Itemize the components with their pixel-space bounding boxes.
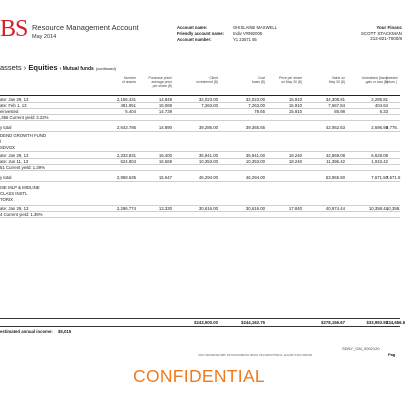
heading-equities: Equities <box>28 63 58 72</box>
cell-shares: 2,333.831 <box>116 153 136 158</box>
row-divider <box>0 102 400 103</box>
heading-continued: (continued) <box>95 66 116 71</box>
cell-value: 11,396.42 <box>326 159 345 164</box>
row-label: ,356 Current yield: 3.22% <box>0 115 49 120</box>
cell-pps: 18.240 <box>288 159 302 164</box>
total-cost-basis: $244,162.75 <box>241 320 265 325</box>
cell-value: 53,965.50 <box>325 175 345 180</box>
row-label: 4 Current yield: 1.39% <box>0 212 43 217</box>
cell-shares: 2,958.635 <box>116 175 136 180</box>
total-unrealized: $33,993.92 <box>366 320 388 325</box>
cell-value: 34,308.81 <box>325 97 345 102</box>
cell-shares: 2,643.786 <box>116 125 136 130</box>
cell-shares: 2,156.431 <box>116 97 136 102</box>
cell-price: 16.569 <box>158 159 172 164</box>
row-divider <box>0 114 400 115</box>
cell-cost: 7,263.00 <box>248 103 265 108</box>
cell-cost: 32,023.00 <box>245 97 265 102</box>
cell-gain: 404.84 <box>374 103 388 108</box>
cell-client: 10,353.00 <box>198 159 218 164</box>
row-divider <box>0 217 400 218</box>
row-divider <box>0 211 400 212</box>
totals-bottom-rule <box>0 326 400 327</box>
cell-return: 10,358. <box>386 206 401 211</box>
account-number-value: Y1 23571 55 <box>233 37 257 42</box>
row-label: einvested <box>0 109 19 114</box>
row-label: ISE MLP & MIDLINE <box>0 185 40 190</box>
row-divider <box>0 131 400 132</box>
section-heading: assets › Equities › Mutual funds (continued) <box>0 63 116 72</box>
statement-title: Resource Management Account <box>32 23 139 32</box>
cell-price: 15.400 <box>158 153 172 158</box>
col-header-unrealized: Unrealized (loss)/ gain or loss ($) <box>361 76 388 85</box>
row-divider <box>0 158 400 159</box>
row-divider <box>0 181 400 182</box>
row-divider <box>0 151 400 152</box>
fa-phone: 212-821-7000/8 <box>370 36 402 42</box>
cell-shares: 5.404 <box>125 109 136 114</box>
document-id: SDNY_GM_0002120 <box>342 346 380 351</box>
row-label: l <box>0 139 1 144</box>
cell-shares: 624.804 <box>120 159 136 164</box>
row-label: ate: Jun 11, 13 <box>0 159 29 164</box>
row-label: DEND GROWTH FUND <box>0 133 47 138</box>
cell-price: 15.069 <box>158 103 172 108</box>
cell-price: 14.739 <box>158 109 172 114</box>
row-divider <box>0 205 400 206</box>
cell-gain: 10,358.44 <box>368 206 388 211</box>
cell-price: 13.330 <box>158 206 172 211</box>
cell-cost: 46,294.00 <box>245 175 265 180</box>
cell-client: 35,941.00 <box>198 153 218 158</box>
row-divider <box>0 120 400 121</box>
col-header-cost-basis: Cost basis ($) <box>251 76 265 85</box>
footer-barcode-text: CNF7000000001985 NF70001980246 00004 05143050750041 11220571350 000000 <box>198 353 313 357</box>
company-logo: BS <box>0 16 28 42</box>
cell-price: 14.890 <box>158 125 172 130</box>
row-divider <box>0 108 400 109</box>
cell-value: 85.98 <box>334 109 345 114</box>
cell-value: 42,569.08 <box>325 153 345 158</box>
cell-return: 7,671.5 <box>386 175 401 180</box>
cell-gain: 6.33 <box>379 109 388 114</box>
col-header-price-per-share: Price per share on May 30 ($) <box>279 76 302 85</box>
row-label: TORIX <box>0 197 14 202</box>
cell-pps: 15.910 <box>288 97 302 102</box>
col-header-purchase-price: Purchase price/ average price per share ($) <box>148 76 172 89</box>
cell-value: 40,974.44 <box>325 206 345 211</box>
heading-mutual-funds: Mutual funds <box>62 66 94 72</box>
cell-gain: 7,671.50 <box>371 175 388 180</box>
cell-gain: 6,628.08 <box>371 153 388 158</box>
financial-advisor-block <box>361 25 402 42</box>
row-label: CLASS INSTL <box>0 191 28 196</box>
cell-return: 2,776. <box>386 125 398 130</box>
cell-shares: 481.951 <box>120 103 136 108</box>
row-label: ate: Feb 1, 13 <box>0 103 27 108</box>
friendly-name-label: Friendly account name: <box>177 31 225 36</box>
cell-cost: 30,616.00 <box>245 206 265 211</box>
account-number-label: Account number: <box>177 37 212 42</box>
cell-gain: 2,285.81 <box>371 97 388 102</box>
row-label: y total <box>0 125 12 130</box>
fa-name: SCOTT STACKMAN <box>360 30 402 36</box>
cell-client: 39,286.00 <box>198 125 218 130</box>
row-divider <box>0 164 400 165</box>
income-label: estimated annual income: <box>0 329 53 334</box>
row-label: 51 Current yield: 1.39% <box>0 165 45 170</box>
cell-pps: 17.840 <box>288 206 302 211</box>
account-name-value: GHISLAINE MAXWELL <box>233 25 277 30</box>
total-return: $34,656.6 <box>386 320 405 325</box>
row-label: ate: Jan 29, 13 <box>0 206 29 211</box>
cell-price: 14.849 <box>158 97 172 102</box>
col-header-shares: Number of shares <box>122 76 136 85</box>
header-rule <box>0 95 400 96</box>
col-header-value: Value on May 30 ($) <box>328 76 345 85</box>
row-divider <box>0 170 400 171</box>
cell-client: 7,263.00 <box>201 103 218 108</box>
row-label: SDVGX <box>0 145 16 150</box>
cell-cost: 35,941.00 <box>245 153 265 158</box>
friendly-name-value: Indiv V#992006 <box>233 31 263 36</box>
cell-client: 30,616.00 <box>198 206 218 211</box>
total-client-investment: $243,500.00 <box>194 320 218 325</box>
cell-cost: 10,353.00 <box>245 159 265 164</box>
cell-client: 46,294.00 <box>198 175 218 180</box>
cell-shares: 2,296.774 <box>116 206 136 211</box>
cell-price: 15.647 <box>158 175 172 180</box>
heading-assets: assets <box>0 63 22 72</box>
confidential-stamp: CONFIDENTIAL <box>133 366 265 386</box>
cell-pps: 15.910 <box>288 103 302 108</box>
page-label: Pag <box>388 352 396 357</box>
account-name-label: Account name: <box>177 25 208 30</box>
cell-client: 32,023.00 <box>198 97 218 102</box>
cell-gain: 2,696.98 <box>371 125 388 130</box>
statement-period: May 2014 <box>32 34 57 40</box>
col-header-return: Investm return ( <box>386 76 398 85</box>
cell-cost: 39,365.65 <box>245 125 265 130</box>
row-label: ate: Jan 29, 13 <box>0 97 29 102</box>
cell-gain: 1,043.42 <box>371 159 388 164</box>
cell-value: 42,062.63 <box>325 125 345 130</box>
income-value: $5,015 <box>58 329 72 334</box>
cell-value: 7,667.84 <box>328 103 345 108</box>
row-label: y total <box>0 175 12 180</box>
cell-cost: 79.65 <box>254 109 265 114</box>
totals-rule <box>0 318 400 319</box>
cell-pps: 15.910 <box>288 109 302 114</box>
total-value: $278,156.67 <box>321 320 345 325</box>
col-header-client-investment: Client investment ($) <box>196 76 218 85</box>
row-label: ate: Jan 29, 13 <box>0 153 29 158</box>
cell-pps: 18.240 <box>288 153 302 158</box>
fa-title: Your Financ <box>376 25 402 30</box>
